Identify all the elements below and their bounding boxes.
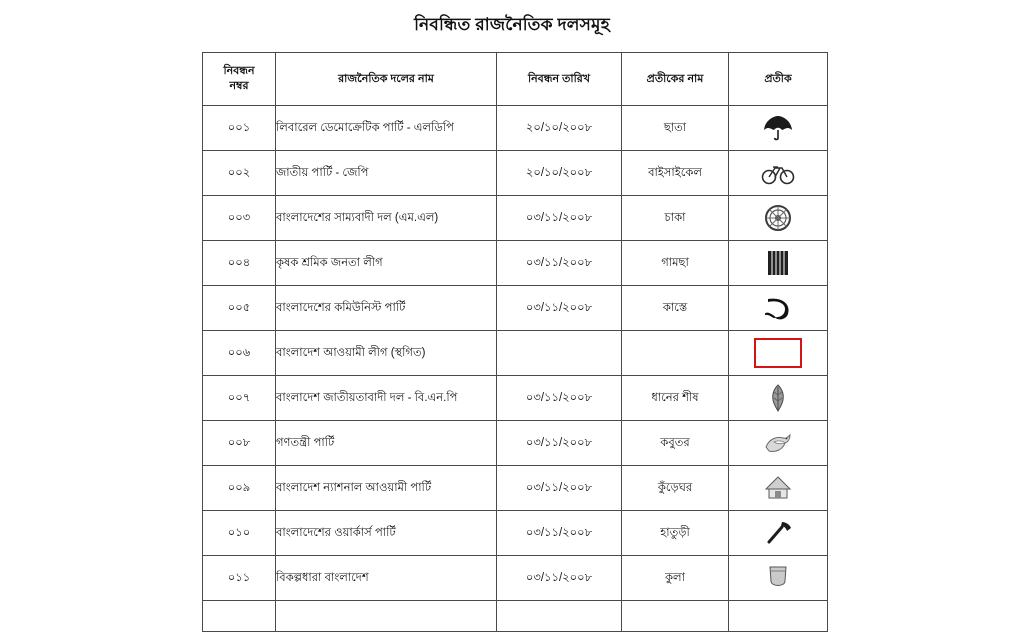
cell-reg-date: ০৩/১১/২০০৮ xyxy=(497,421,622,466)
table-row xyxy=(203,466,828,511)
towel-icon xyxy=(729,241,827,285)
cell-symbol-name: চাকা xyxy=(622,196,729,241)
table-body xyxy=(203,106,828,632)
cell-party-name: গণতন্ত্রী পার্টি xyxy=(276,421,497,466)
cell-reg-no: ০০৩ xyxy=(203,196,276,241)
cell-reg-no: ০১০ xyxy=(203,511,276,556)
cell-party-name: বাংলাদেশ আওয়ামী লীগ (স্থগিত) xyxy=(276,331,497,376)
cell-symbol-name: কবুতর xyxy=(622,421,729,466)
cell-party-name: বাংলাদেশ জাতীয়তাবাদী দল - বি.এন.পি xyxy=(276,376,497,421)
cell-symbol xyxy=(729,106,828,151)
table-row xyxy=(203,241,828,286)
page-title: নিবন্ধিত রাজনৈতিক দলসমূহ xyxy=(414,15,610,34)
cell-party-name: বাংলাদেশের কমিউনিস্ট পার্টি xyxy=(276,286,497,331)
sickle-icon xyxy=(729,286,827,330)
cell-reg-date: ০৩/১১/২০০৮ xyxy=(497,376,622,421)
cell-symbol-name: ধানের শীষ xyxy=(622,376,729,421)
hammer-icon xyxy=(729,511,827,555)
red-highlight-box xyxy=(754,338,802,368)
cell-symbol xyxy=(729,601,828,632)
cell-symbol xyxy=(729,421,828,466)
table-header-row xyxy=(203,53,828,106)
umbrella-icon xyxy=(729,106,827,150)
table-row xyxy=(203,196,828,241)
cell-reg-date: ২০/১০/২০০৮ xyxy=(497,106,622,151)
cell-reg-date: ০৩/১১/২০০৮ xyxy=(497,196,622,241)
cell-party-name xyxy=(276,601,497,632)
cell-reg-no: ০০১ xyxy=(203,106,276,151)
cell-reg-date: ০৩/১১/২০০৮ xyxy=(497,556,622,601)
cell-reg-date: ০৩/১১/২০০৮ xyxy=(497,511,622,556)
cell-reg-date: ২০/১০/২০০৮ xyxy=(497,151,622,196)
table-container xyxy=(202,52,822,632)
cell-symbol-name: কাস্তে xyxy=(622,286,729,331)
document-page xyxy=(0,12,1024,588)
cell-reg-no: ০০৪ xyxy=(203,241,276,286)
cell-symbol-name: গামছা xyxy=(622,241,729,286)
bicycle-icon xyxy=(729,151,827,195)
registered-parties-table xyxy=(202,52,828,632)
column-header-symbol-name: প্রতীকের নাম xyxy=(622,53,729,106)
cell-party-name: বাংলাদেশের ওয়ার্কার্স পার্টি xyxy=(276,511,497,556)
wheel-icon xyxy=(729,196,827,240)
cell-party-name: জাতীয় পার্টি - জেপি xyxy=(276,151,497,196)
table-header xyxy=(203,53,828,106)
hut-icon xyxy=(729,466,827,510)
cell-symbol xyxy=(729,151,828,196)
table-row xyxy=(203,331,828,376)
cell-reg-no: ০১১ xyxy=(203,556,276,601)
column-header-reg-no-line2: নম্বর xyxy=(229,80,249,92)
dove-icon xyxy=(729,421,827,465)
table-row xyxy=(203,286,828,331)
cell-reg-date: ০৩/১১/২০০৮ xyxy=(497,466,622,511)
cell-party-name: বিকল্পধারা বাংলাদেশ xyxy=(276,556,497,601)
table-row xyxy=(203,511,828,556)
column-header-symbol: প্রতীক xyxy=(729,53,828,106)
table-row xyxy=(203,376,828,421)
cell-reg-date: ০৩/১১/২০০৮ xyxy=(497,241,622,286)
cell-symbol xyxy=(729,241,828,286)
cell-reg-no xyxy=(203,601,276,632)
cell-symbol xyxy=(729,376,828,421)
cell-symbol-name: বাইসাইকেল xyxy=(622,151,729,196)
cell-reg-no: ০০৬ xyxy=(203,331,276,376)
cell-reg-no: ০০৯ xyxy=(203,466,276,511)
cell-reg-date xyxy=(497,601,622,632)
cell-symbol-name: হাতুড়ী xyxy=(622,511,729,556)
column-header-party-name: রাজনৈতিক দলের নাম xyxy=(276,53,497,106)
table-row xyxy=(203,556,828,601)
cell-reg-no: ০০৭ xyxy=(203,376,276,421)
empty-red-box-icon xyxy=(729,331,827,375)
table-row xyxy=(203,106,828,151)
cell-symbol xyxy=(729,466,828,511)
cell-symbol xyxy=(729,286,828,331)
table-row xyxy=(203,601,828,632)
cell-party-name: লিবারেল ডেমোক্রেটিক পার্টি - এলডিপি xyxy=(276,106,497,151)
cell-party-name: বাংলাদেশ ন্যাশনাল আওয়ামী পার্টি xyxy=(276,466,497,511)
cell-reg-no: ০০৫ xyxy=(203,286,276,331)
cell-symbol xyxy=(729,196,828,241)
cell-symbol-name: কুলা xyxy=(622,556,729,601)
cell-party-name: বাংলাদেশের সাম্যবাদী দল (এম.এল) xyxy=(276,196,497,241)
column-header-reg-no-line1: নিবন্ধন xyxy=(223,65,255,78)
cell-symbol-name: ছাতা xyxy=(622,106,729,151)
cell-party-name: কৃষক শ্রমিক জনতা লীগ xyxy=(276,241,497,286)
cell-reg-date: ০৩/১১/২০০৮ xyxy=(497,286,622,331)
cell-reg-date xyxy=(497,331,622,376)
cell-symbol-name xyxy=(622,331,729,376)
cell-symbol-name: কুঁড়েঘর xyxy=(622,466,729,511)
cell-reg-no: ০০৮ xyxy=(203,421,276,466)
cell-symbol xyxy=(729,331,828,376)
table-row xyxy=(203,421,828,466)
column-header-reg-no xyxy=(203,53,276,106)
cell-symbol-name xyxy=(622,601,729,632)
cell-reg-no: ০০২ xyxy=(203,151,276,196)
paddy-sheaf-icon xyxy=(729,376,827,420)
cell-symbol xyxy=(729,556,828,601)
cell-symbol xyxy=(729,511,828,556)
column-header-reg-date: নিবন্ধন তারিখ xyxy=(497,53,622,106)
winnowing-fan-icon xyxy=(729,556,827,600)
table-row xyxy=(203,151,828,196)
